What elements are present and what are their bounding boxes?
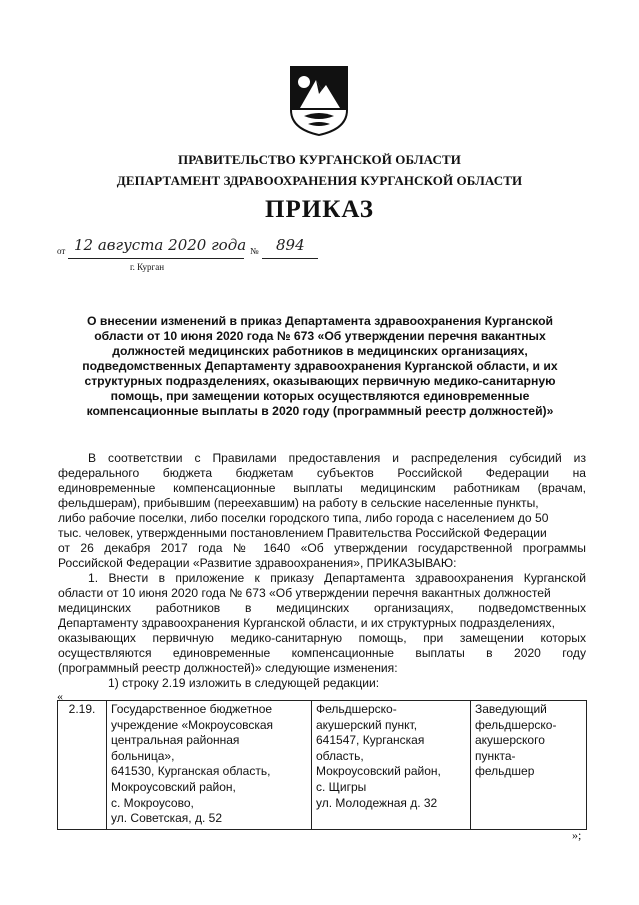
body-line: осуществляются единовременные компенсационные выплаты в 2020 году <box>58 646 586 660</box>
from-label: от <box>57 246 66 256</box>
position-line: фельдшерско- <box>475 717 557 732</box>
institution-line: ул. Советская, д. 52 <box>111 811 222 826</box>
body-line: оказывающих первичную медико-санитарную помощь, при замещении которых <box>58 631 586 645</box>
heading-line: подведомственных Департаменту здравоохранения Курганской области, и их <box>82 359 558 373</box>
date-underline <box>68 258 244 259</box>
body-line: 1. Внести в приложение к приказу Департамента здравоохранения Курганской <box>88 571 586 585</box>
unit-line: ул. Молодежная д. 32 <box>316 795 438 810</box>
table-row <box>58 701 587 830</box>
institution-line: 641530, Курганская область, <box>111 764 271 779</box>
order-heading <box>80 314 560 419</box>
row-number-cell: 2.19. <box>58 701 107 830</box>
heading-line: области от 10 июня 2020 года № 673 «Об утверждении перечня вакантных <box>94 329 546 343</box>
heading-line: структурных подразделениях, оказывающих первичную медико-санитарную <box>84 374 556 388</box>
institution-cell <box>107 701 312 830</box>
institution-line: Государственное бюджетное <box>111 702 273 716</box>
city-label: г. Курган <box>130 262 165 272</box>
unit-line: Фельдшерско- <box>316 702 397 716</box>
quote-open: « <box>57 689 63 703</box>
body-line: федерального бюджета бюджетам субъектов Российской Федерации на <box>58 466 586 480</box>
institution-line: центральная районная <box>111 733 240 748</box>
body-line: 1) строку 2.19 изложить в следующей редакции: <box>108 676 380 690</box>
heading-line: О внесении изменений в приказ Департамента здравоохранения Курганской <box>86 314 554 328</box>
quote-close: »; <box>572 828 582 842</box>
number-handwritten: 894 <box>276 236 305 254</box>
position-line: акушерского <box>475 733 545 748</box>
institution-line: учреждение «Мокроусовская <box>111 717 274 732</box>
institution-line: больница», <box>111 748 175 763</box>
body-line: от 26 декабря 2017 года № 1640 «Об утверждении государственной программы <box>58 541 586 555</box>
institution-line: Мокроусовский район, <box>111 779 236 794</box>
body-line: фельдшерам), прибывшим (переехавшим) на работу в сельские населенные пункты, <box>58 496 539 510</box>
government-name: ПРАВИТЕЛЬСТВО КУРГАНСКОЙ ОБЛАСТИ <box>178 152 461 167</box>
body-line: (программный реестр должностей)» следующие изменения: <box>58 661 398 675</box>
heading-line: компенсационные выплаты в 2020 году (программный реестр должностей)» <box>86 404 554 418</box>
unit-line: область, <box>316 748 364 763</box>
position-cell <box>471 701 587 830</box>
body-line: тыс. человек, утвержденными постановлением Правительства Российской Федерации <box>58 526 547 540</box>
coat-of-arms-emblem <box>288 64 350 138</box>
document-title: ПРИКАЗ <box>265 196 374 223</box>
position-line: Заведующий <box>475 702 547 716</box>
body-line: либо рабочие поселки, либо поселки городского типа, либо города с населением до 50 <box>58 511 549 525</box>
positions-table <box>57 700 587 830</box>
unit-line: Мокроусовский район, <box>316 764 441 779</box>
number-underline <box>262 258 318 259</box>
body-line: Департаменту здравоохранения Курганской области, и их структурных подразделениях, <box>58 616 555 630</box>
emblem-shield-icon <box>288 64 350 138</box>
body-line: Российской Федерации «Развитие здравоохранения», ПРИКАЗЫВАЮ: <box>58 556 457 570</box>
date-handwritten: 12 августа 2020 года <box>74 236 247 254</box>
body-line: области от 10 июня 2020 года № 673 «Об утверждении перечня вакантных должностей <box>58 586 551 600</box>
unit-cell <box>312 701 471 830</box>
body-line: единовременные компенсационные выплаты медицинским работникам (врачам, <box>58 481 586 495</box>
unit-line: с. Щигры <box>316 779 367 794</box>
unit-line: 641547, Курганская <box>316 733 425 748</box>
heading-line: должностей медицинских работников в медицинских организациях, <box>112 344 528 358</box>
number-label: № <box>250 246 259 256</box>
department-name: ДЕПАРТАМЕНТ ЗДРАВООХРАНЕНИЯ КУРГАНСКОЙ ОБЛАСТИ <box>116 173 523 188</box>
institution-line: с. Мокроусово, <box>111 795 194 810</box>
body-line: медицинских работников в медицинских организациях, подведомственных <box>58 601 586 615</box>
heading-line: помощь, при замещении которых осуществляются единовременные <box>110 389 530 403</box>
unit-line: акушерский пункт, <box>316 717 418 732</box>
position-line: фельдшер <box>475 764 535 779</box>
body-line: В соответствии с Правилами предоставления и распределения субсидий из <box>88 451 586 465</box>
position-line: пункта- <box>475 748 516 763</box>
